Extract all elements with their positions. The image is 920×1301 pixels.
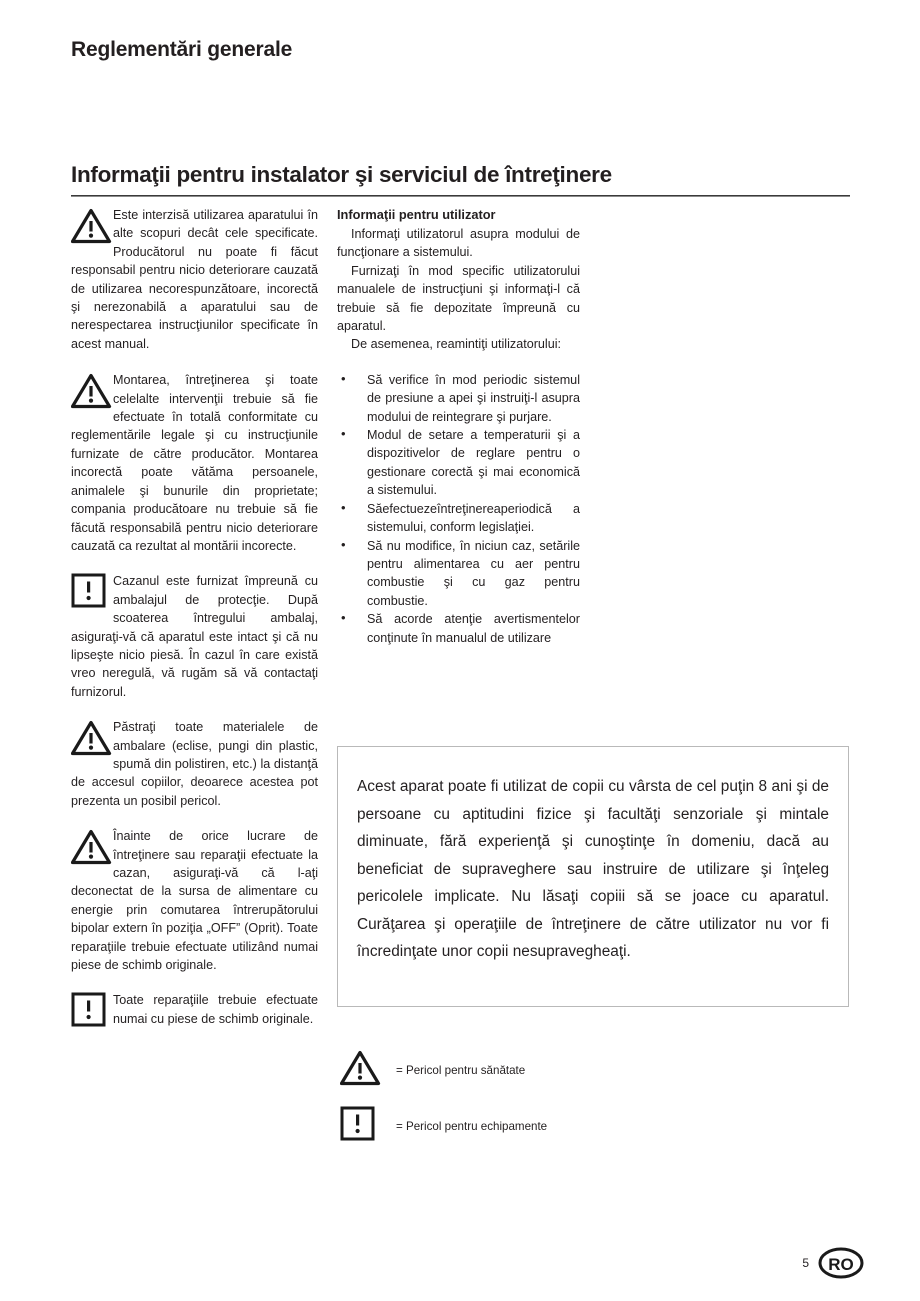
warning-triangle-icon — [71, 207, 113, 247]
warning-block — [71, 206, 318, 353]
notice-box — [337, 746, 849, 1007]
caution-text: Toate reparaţiile trebuie efectuate numai cu piese de schimb originale. — [113, 993, 318, 1026]
caution-block — [71, 572, 318, 701]
svg-text:RO: RO — [828, 1255, 854, 1274]
list-item: • Să verifice în mod periodic sistemul de presiune a apei şi instruiţi-l asupra modului de reintegrare şi purjare. — [337, 371, 580, 426]
language-badge-icon — [818, 1247, 864, 1279]
section-title: Informaţii pentru instalator şi serviciul de întreţinere — [71, 162, 612, 187]
reminder-list — [337, 371, 580, 647]
warning-block — [71, 827, 318, 974]
notice-box-text: Acest aparat poate fi utilizat de copii cu vârsta de cel puţin 8 ani şi de persoane cu aptitudini fizice şi facultăţi senzoriale şi mintale diminuate, fără experienţă şi cunoştinţe în domeniu, dacă au beneficiat de supraveghere sau instruire de utilizare şi înţeleg pericolele implicate. Nu lăsaţi copiii să se joace cu aparatul. Curăţarea şi operaţiile de întreţinere de către utilizator nu vor fi încredinţate unor copii nesupravegheaţi. — [357, 778, 829, 960]
user-info-paragraph: De asemenea, reamintiţi utilizatorului: — [351, 337, 561, 352]
header-divider — [71, 195, 850, 197]
warning-text: Înainte de orice lucrare de întreţinere sau reparaţii efectuate la cazan, asiguraţi-vă că l-aţi deconectat de la sursa de alimentare cu energie prin comutarea întrerupătorului bipolar extern în poziţia „OFF” (Oprit). Toate reparaţiile trebuie efectuate utilizând numai piese de schimb originale. — [71, 829, 318, 973]
symbol-legend — [340, 1048, 740, 1160]
caution-box-icon — [71, 573, 111, 611]
page-footer — [802, 1247, 864, 1279]
warning-text: Este interzisă utilizarea aparatului în alte scopuri decât cele specificate. Producătorul nu poate fi făcut responsabil pentru nicio deteriorare cauzată de utilizarea necorespunzătoare, incorectă şi nerezonabilă a aparatului sau de nerespectarea instrucţiunilor specificate în acest manual. — [71, 208, 318, 351]
right-column — [337, 206, 580, 647]
user-info-paragraph: Furnizaţi în mod specific utilizatorului manualele de instrucţiuni şi informaţi-l că trebuie să fie depozitate împreună cu aparatul. — [337, 263, 580, 334]
warning-triangle-icon — [340, 1049, 382, 1092]
legend-label: = Pericol pentru sănătate — [396, 1063, 526, 1077]
page-number: 5 — [802, 1256, 809, 1270]
legend-row — [340, 1104, 740, 1148]
warning-triangle-icon — [71, 372, 113, 412]
warning-text: Păstraţi toate materialele de ambalare (eclise, pungi din plastic, spumă din polistiren, etc.) la distanţă de accesul copiilor, deoarece acestea pot prezenta un posibil pericol. — [71, 720, 318, 808]
legend-label: = Pericol pentru echipamente — [396, 1119, 548, 1133]
caution-box-icon — [340, 1106, 382, 1147]
caution-text: Cazanul este furnizat împreună cu ambalajul de protecţie. După scoaterea întregului ambalaj, asiguraţi-vă că aparatul este intact şi că nu lipseşte nicio piesă. În cazul în care există vreo neregulă, vă rugăm să vă contactaţi furnizorul. — [71, 574, 318, 699]
legend-row — [340, 1048, 740, 1092]
list-item: • Să acorde atenţie avertismentelor conţinute în manualul de utilizare — [337, 610, 580, 647]
user-info-heading: Informaţii pentru utilizator — [337, 207, 496, 222]
list-item: • Săefectuezeîntreţinereaperiodică a sistemului, conform legislaţiei. — [337, 500, 580, 537]
list-item: • Modul de setare a temperaturii şi a dispozitivelor de reglare pentru o gestionare corectă şi mai economică a sistemului. — [337, 426, 580, 500]
warning-block — [71, 718, 318, 810]
warning-block — [71, 371, 318, 555]
warning-triangle-icon — [71, 828, 113, 868]
warning-triangle-icon — [71, 719, 113, 759]
list-item: • Să nu modifice, în niciun caz, setările pentru alimentarea cu aer pentru combustie şi cu gaz pentru combustie. — [337, 537, 580, 611]
warning-text: Montarea, întreţinerea şi toate celelalte intervenţii trebuie să fie efectuate în totală conformitate cu reglementările legale şi cu instrucţiunile furnizate de către producător. Montarea incorectă poate vătăma persoanele, animalele şi bunurile din proprietate; compania producătoare nu trebuie să fie făcută responsabilă pentru nicio deteriorare cauzată ca rezultat al montării incorecte. — [71, 373, 318, 553]
left-column — [71, 206, 318, 1043]
caution-box-icon — [71, 992, 111, 1030]
caution-block — [71, 991, 318, 1028]
chapter-title: Reglementări generale — [71, 38, 293, 61]
user-info-paragraph: Informaţi utilizatorul asupra modului de funcţionare a sistemului. — [337, 227, 580, 260]
